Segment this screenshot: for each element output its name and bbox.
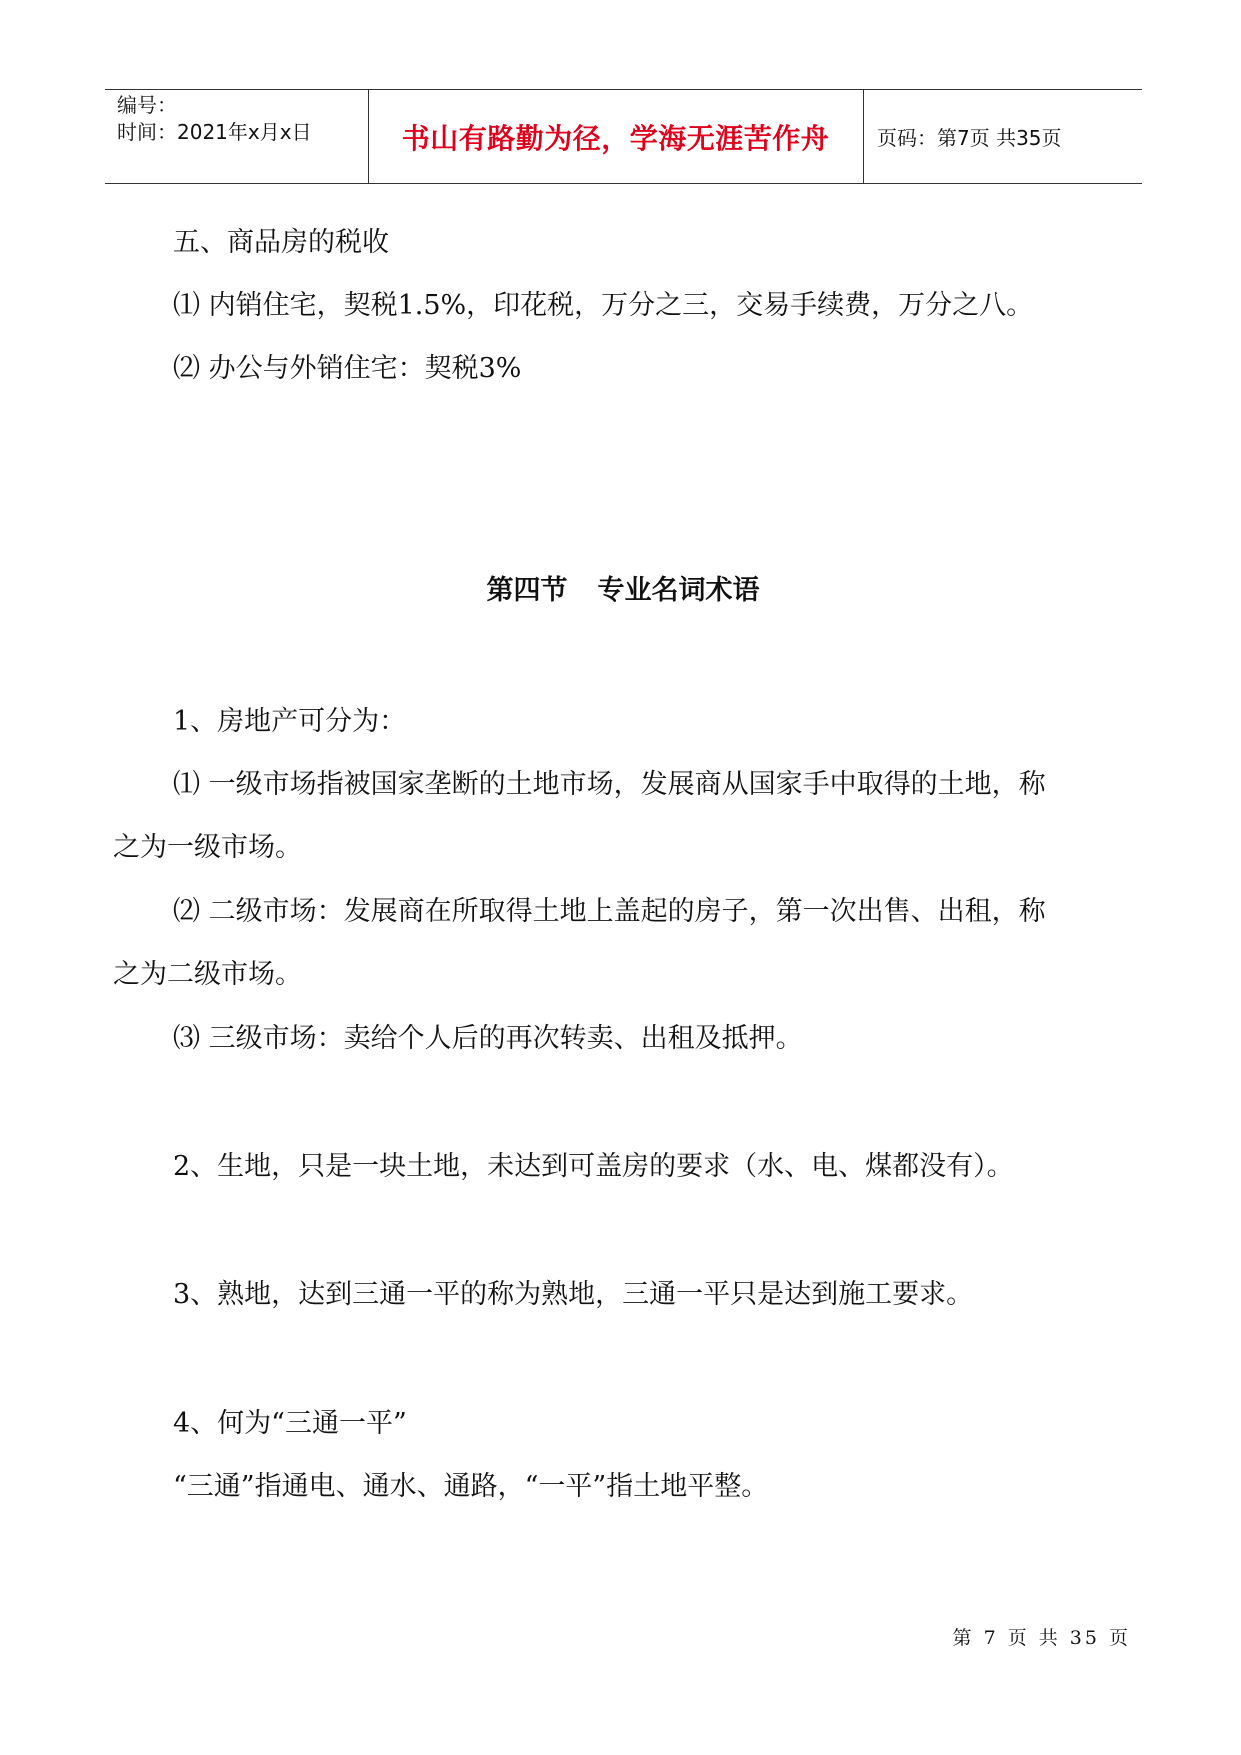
paragraph-term-3: 3、熟地，达到三通一平的称为熟地，三通一平只是达到施工要求。 [173, 1279, 974, 1310]
header-right-cell [863, 90, 1142, 183]
section-heading [113, 574, 1133, 608]
paragraph-term-1a-line-1: ⑴ 一级市场指被国家垄断的土地市场，发展商从国家手中取得的土地，称 [173, 769, 1046, 800]
paragraph-term-4-definition: “三通”指通电、通水、通路，“一平”指土地平整。 [173, 1471, 769, 1502]
paragraph-tax-item-2: ⑵ 办公与外销住宅：契税3% [173, 353, 522, 384]
section-title: 五、商品房的税收 [173, 227, 389, 258]
section-heading-number: 第四节 [486, 575, 568, 606]
paragraph-term-2: 2、生地，只是一块土地，未达到可盖房的要求（水、电、煤都没有）。 [173, 1151, 1014, 1182]
paragraph-term-1: 1、房地产可分为： [173, 706, 407, 737]
section-heading-title: 专业名词术语 [597, 575, 760, 606]
page-footer: 第 7 页 共 35 页 [952, 1627, 1131, 1649]
header-motto: 书山有路勤为径，学海无涯苦作舟 [401, 121, 830, 155]
paragraph-term-1c: ⑶ 三级市场：卖给个人后的再次转卖、出租及抵押。 [173, 1023, 803, 1054]
header-page-code: 页码：第7页 共35页 [877, 126, 1062, 150]
document-number-label: 编号： [117, 93, 177, 117]
paragraph-term-1b-line-1: ⑵ 二级市场：发展商在所取得土地上盖起的房子，第一次出售、出租，称 [173, 896, 1046, 927]
page-header [105, 89, 1142, 184]
document-time-label: 时间：2021年x月x日 [117, 120, 312, 144]
paragraph-term-4: 4、何为“三通一平” [173, 1408, 407, 1439]
paragraph-tax-item-1: ⑴ 内销住宅，契税1.5%，印花税，万分之三，交易手续费，万分之八。 [173, 290, 1034, 321]
header-left-cell [105, 90, 369, 183]
header-middle-cell [368, 90, 864, 183]
paragraph-term-1b-line-2: 之为二级市场。 [113, 959, 302, 990]
paragraph-term-1a-line-2: 之为一级市场。 [113, 832, 302, 863]
